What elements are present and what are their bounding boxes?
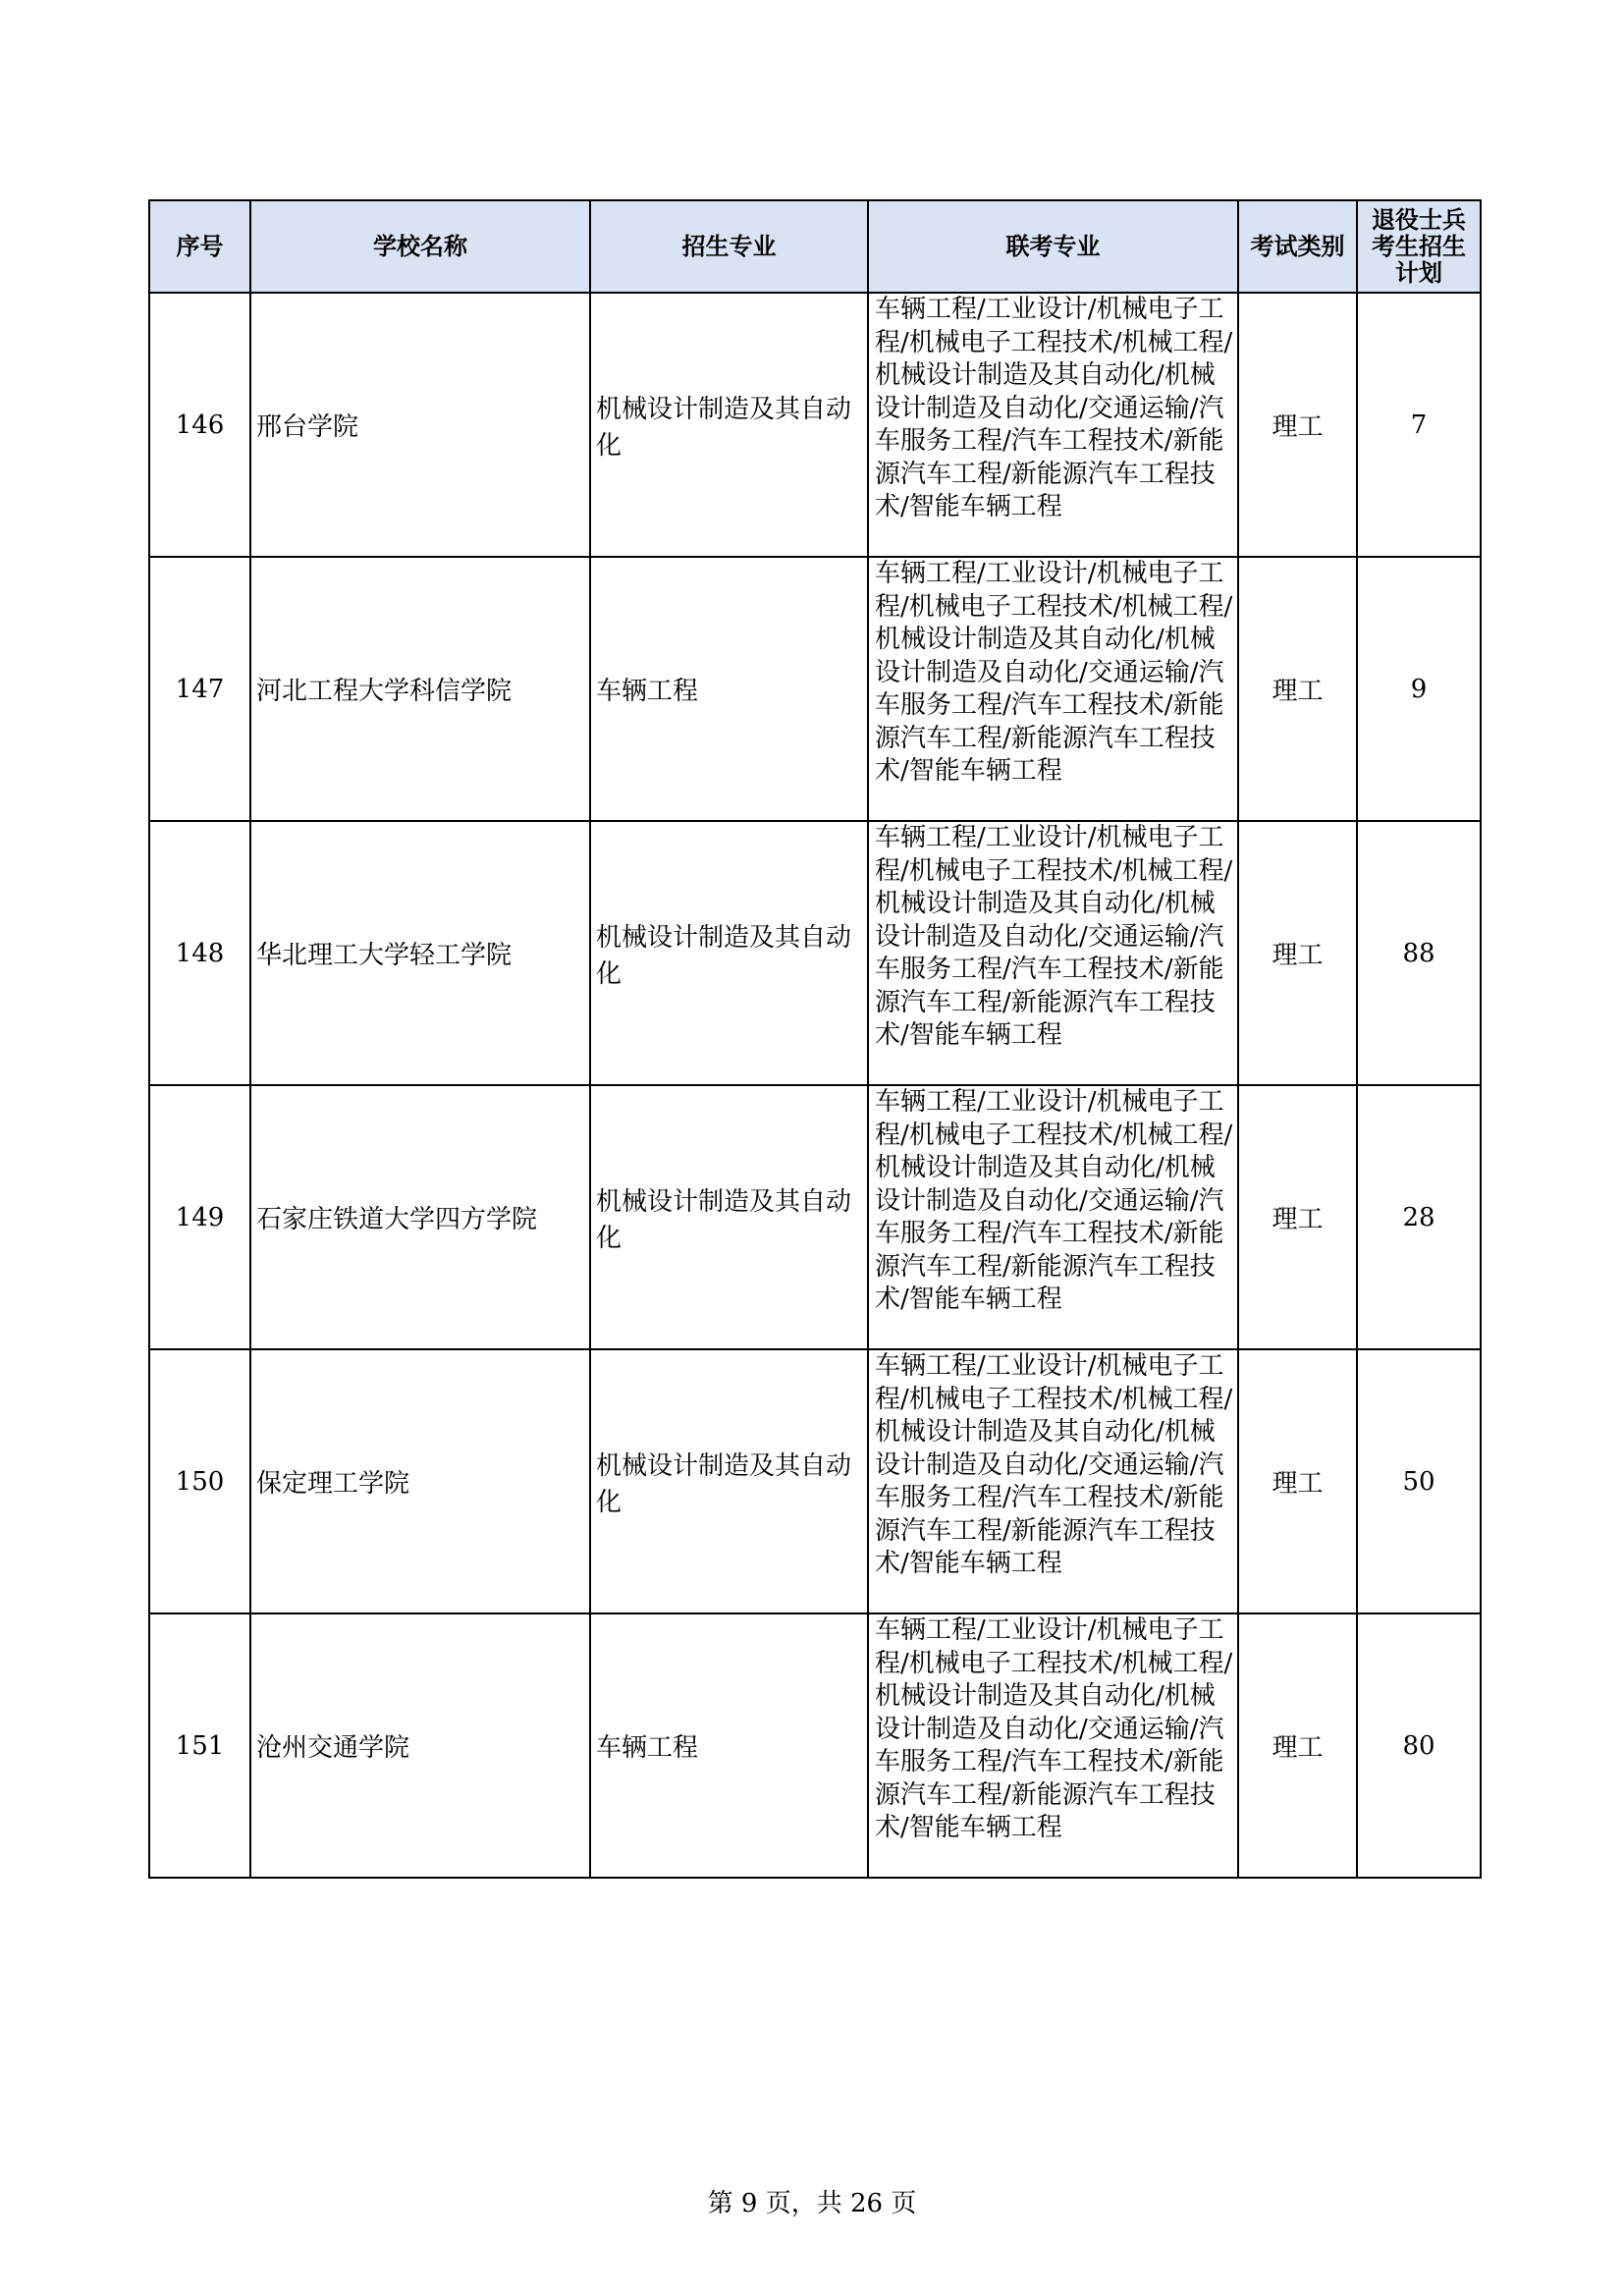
cell-category: 理工	[1238, 557, 1357, 821]
table-row	[149, 1085, 1481, 1349]
cell-school: 邢台学院	[250, 293, 590, 557]
cell-plan: 50	[1357, 1349, 1481, 1613]
cell-category: 理工	[1238, 1085, 1357, 1349]
enrollment-table	[148, 199, 1482, 1879]
table-row	[149, 1613, 1481, 1878]
cell-joint-majors: 车辆工程/工业设计/机械电子工程/机械电子工程技术/机械工程/机械设计制造及其自动化/机械设计制造及自动化/交通运输/汽车服务工程/汽车工程技术/新能源汽车工程/新能源汽车工程技术/智能车辆工程	[868, 557, 1238, 821]
cell-plan: 28	[1357, 1085, 1481, 1349]
cell-joint-majors: 车辆工程/工业设计/机械电子工程/机械电子工程技术/机械工程/机械设计制造及其自动化/机械设计制造及自动化/交通运输/汽车服务工程/汽车工程技术/新能源汽车工程/新能源汽车工程技术/智能车辆工程	[868, 293, 1238, 557]
cell-major: 车辆工程	[590, 557, 868, 821]
cell-school: 河北工程大学科信学院	[250, 557, 590, 821]
cell-category: 理工	[1238, 1613, 1357, 1878]
cell-plan: 9	[1357, 557, 1481, 821]
cell-school: 保定理工学院	[250, 1349, 590, 1613]
cell-major: 机械设计制造及其自动化	[590, 1085, 868, 1349]
header-plan: 退役士兵考生招生计划	[1357, 200, 1481, 293]
cell-school: 华北理工大学轻工学院	[250, 821, 590, 1085]
header-school: 学校名称	[250, 200, 590, 293]
cell-joint-majors: 车辆工程/工业设计/机械电子工程/机械电子工程技术/机械工程/机械设计制造及其自动化/机械设计制造及自动化/交通运输/汽车服务工程/汽车工程技术/新能源汽车工程/新能源汽车工程技术/智能车辆工程	[868, 1085, 1238, 1349]
cell-plan: 80	[1357, 1613, 1481, 1878]
cell-joint-majors: 车辆工程/工业设计/机械电子工程/机械电子工程技术/机械工程/机械设计制造及其自动化/机械设计制造及自动化/交通运输/汽车服务工程/汽车工程技术/新能源汽车工程/新能源汽车工程技术/智能车辆工程	[868, 821, 1238, 1085]
cell-major: 机械设计制造及其自动化	[590, 821, 868, 1085]
cell-category: 理工	[1238, 1349, 1357, 1613]
table-row	[149, 821, 1481, 1085]
cell-seq: 147	[149, 557, 250, 821]
table-header	[149, 200, 1481, 293]
cell-school: 石家庄铁道大学四方学院	[250, 1085, 590, 1349]
cell-seq: 149	[149, 1085, 250, 1349]
table-body	[149, 293, 1481, 1878]
cell-school: 沧州交通学院	[250, 1613, 590, 1878]
cell-joint-majors: 车辆工程/工业设计/机械电子工程/机械电子工程技术/机械工程/机械设计制造及其自动化/机械设计制造及自动化/交通运输/汽车服务工程/汽车工程技术/新能源汽车工程/新能源汽车工程技术/智能车辆工程	[868, 1349, 1238, 1613]
cell-seq: 148	[149, 821, 250, 1085]
cell-category: 理工	[1238, 293, 1357, 557]
cell-joint-majors: 车辆工程/工业设计/机械电子工程/机械电子工程技术/机械工程/机械设计制造及其自动化/机械设计制造及自动化/交通运输/汽车服务工程/汽车工程技术/新能源汽车工程/新能源汽车工程技术/智能车辆工程	[868, 1613, 1238, 1878]
cell-major: 车辆工程	[590, 1613, 868, 1878]
cell-seq: 150	[149, 1349, 250, 1613]
cell-major: 机械设计制造及其自动化	[590, 293, 868, 557]
header-category: 考试类别	[1238, 200, 1357, 293]
cell-seq: 146	[149, 293, 250, 557]
header-joint: 联考专业	[868, 200, 1238, 293]
cell-plan: 88	[1357, 821, 1481, 1085]
cell-category: 理工	[1238, 821, 1357, 1085]
header-row	[149, 200, 1481, 293]
cell-major: 机械设计制造及其自动化	[590, 1349, 868, 1613]
cell-seq: 151	[149, 1613, 250, 1878]
header-seq: 序号	[149, 200, 250, 293]
table-row	[149, 293, 1481, 557]
page-number: 第 9 页，共 26 页	[707, 2189, 917, 2218]
enrollment-table-container	[148, 199, 1480, 1879]
table-row	[149, 1349, 1481, 1613]
header-major: 招生专业	[590, 200, 868, 293]
table-row	[149, 557, 1481, 821]
cell-plan: 7	[1357, 293, 1481, 557]
